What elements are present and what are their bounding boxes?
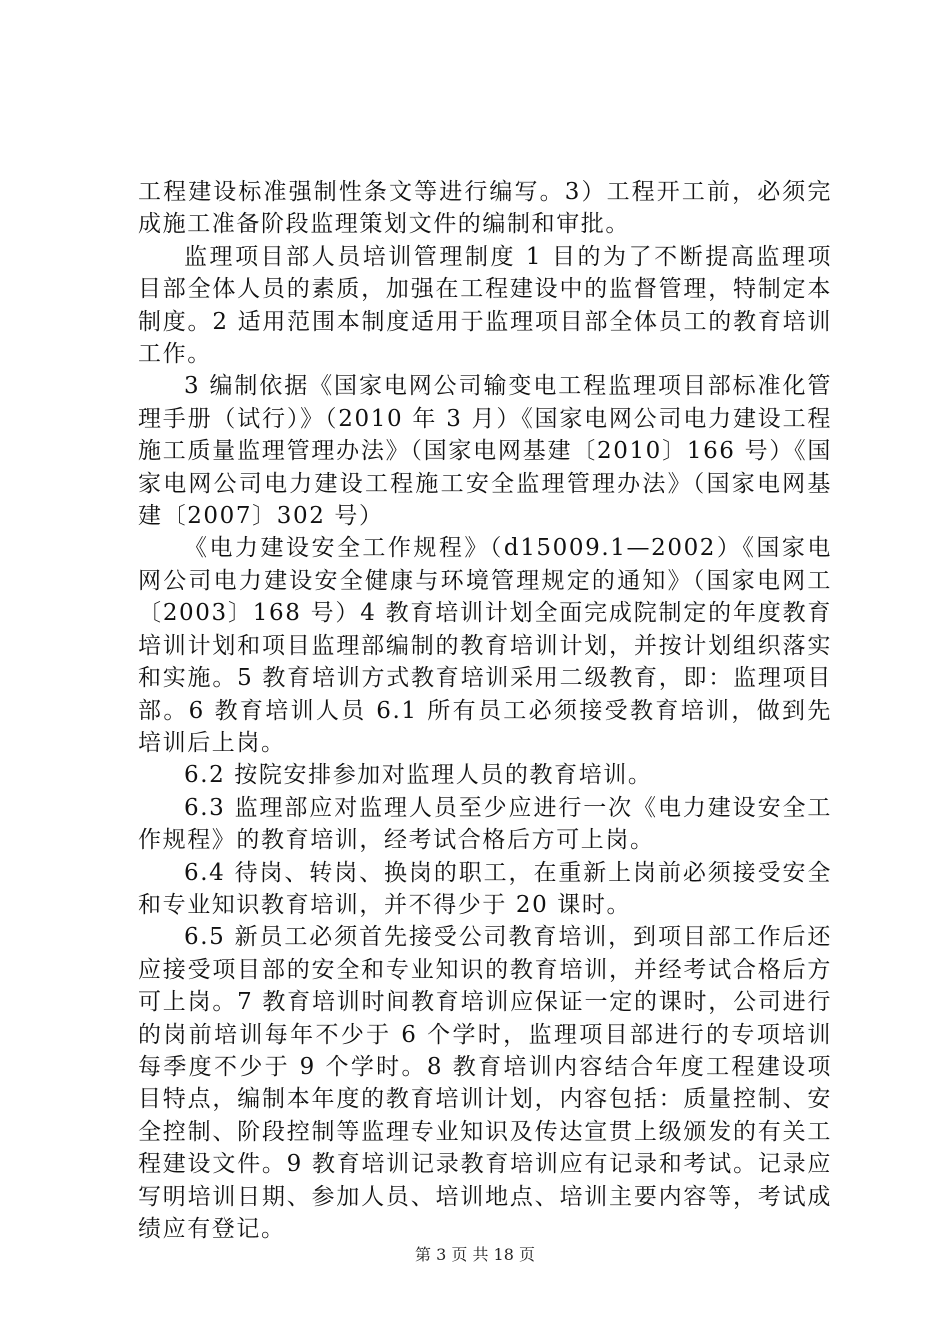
paragraph-regulations: 《电力建设安全工作规程》（d15009.1—2002）《国家电网公司电力建设安全健康与环境管理规定的通知》（国家电网工〔2003〕168 号）4 教育培训计划全面完成院制定的年度教育培训计划和项目监理部编制的教育培训计划，并按计划组织落实和实施。5 教育培训方式教育培训采用二级教育，即：监理项目部。6 教育培训人员 6.1 所有员工必须接受教育培训，做到先培训后上岗。: [138, 535, 832, 756]
paragraph-6-4: 6.4 待岗、转岗、换岗的职工，在重新上岗前必须接受安全和专业知识教育培训，并不得少于 20 课时。: [138, 859, 832, 918]
paragraph-basis: 3 编制依据《国家电网公司输变电工程监理项目部标准化管理手册（试行）》（2010 年 3 月）《国家电网公司电力建设工程施工质量监理管理办法》（国家电网基建〔2010〕166 号）《国家电网公司电力建设工程施工安全监理管理办法》（国家电网基建〔2007〕302 号）: [138, 373, 832, 530]
paragraph-6-5: 6.5 新员工必须首先接受公司教育培训，到项目部工作后还应接受项目部的安全和专业知识的教育培训，并经考试合格后方可上岗。7 教育培训时间教育培训应保证一定的课时，公司进行的岗前培训每年不少于 6 个学时，监理项目部进行的专项培训每季度不少于 9 个学时。8 教育培训内容结合年度工程建设项目特点，编制本年度的教育培训计划，内容包括：质量控制、安全控制、阶段控制等监理专业知识及传达宣贯上级颁发的有关工程建设文件。9 教育培训记录教育培训应有记录和考试。记录应写明培训日期、参加人员、培训地点、培训主要内容等，考试成绩应有登记。: [138, 924, 832, 1242]
paragraph-continuation: 工程建设标准强制性条文等进行编写。3）工程开工前，必须完成施工准备阶段监理策划文件的编制和审批。: [138, 179, 832, 238]
paragraph-6-3: 6.3 监理部应对监理人员至少应进行一次《电力建设安全工作规程》的教育培训，经考试合格后方可上岗。: [138, 794, 832, 854]
page-footer: 第 3 页 共 18 页: [415, 1245, 535, 1264]
paragraph-6-2: 6.2 按院安排参加对监理人员的教育培训。: [184, 762, 653, 789]
document-body: [138, 176, 832, 1245]
paragraph-training-system: 监理项目部人员培训管理制度 1 目的为了不断提高监理项目部全体人员的素质，加强在工程建设中的监督管理，特制定本制度。2 适用范围本制度适用于监理项目部全体员工的教育培训工作。: [138, 243, 832, 368]
